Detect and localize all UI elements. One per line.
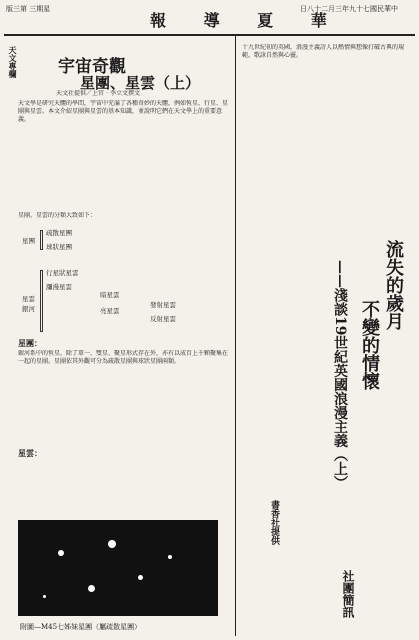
section-nebula: 星雲： <box>18 448 42 458</box>
taxon-diffuse-nebula: 瀰漫星雲 <box>46 283 72 291</box>
column-divider <box>235 36 236 636</box>
section-star-clusters: 星團： <box>18 338 42 348</box>
header-rule <box>4 34 415 36</box>
photo-caption: 附圖—M45七姊妹星團（屬疏散星團） <box>20 623 142 631</box>
taxon-bracket <box>40 230 43 250</box>
taxon-emission: 發射星雲 <box>150 301 176 309</box>
taxon-star-clusters: 星團 <box>22 237 35 245</box>
article2-source: 書香社提供 <box>269 500 279 545</box>
taxon-bracket-2 <box>40 270 43 332</box>
header-right-meta: 日八十二月三年九十七國民華中 <box>300 5 398 13</box>
taxon-reflection: 反射星雲 <box>150 315 176 323</box>
taxon-dark-nebula: 暗星雲 <box>100 291 120 299</box>
taxonomy-label: 星團、星雲的分類大致如下： <box>18 212 97 219</box>
header-left-meta: 版三第 三期星 <box>6 5 51 13</box>
article2-subtitle: ——淺談19世紀英國浪漫主義（上） <box>332 260 348 490</box>
taxon-nebula: 星雲 <box>22 295 35 303</box>
m45-star-cluster-photo <box>18 520 218 616</box>
article2-title-b: 不變的情懷 <box>359 300 380 390</box>
body-text: 銀河系中的恆星，除了單一、雙星、聚星形式存在外，亦有以成百上千顆聚集在一起的星團。星團依其外觀可分為疏散星團與球狀星團兩類。 <box>18 350 228 365</box>
taxon-planetary-nebula: 行星狀星雲 <box>46 269 79 277</box>
column-tag: 天文專欄 <box>8 46 18 78</box>
article2-title-a: 流失的歲月 <box>383 240 404 330</box>
club-news-title: 社團簡訊 <box>341 570 355 618</box>
byline: 天文社提供／上官‧李立文撰文 <box>56 90 141 97</box>
taxon-open-cluster: 疏散星團 <box>46 229 72 237</box>
intro-text: 天文學是研究天體的學問，宇宙中充滿了各種奇妙的天體，例如恆星、行星、星團與星雲。本文介紹星團與星雲的基本知識，並說明它們在天文學上的重要意義。 <box>18 100 228 123</box>
masthead: 報 導 夏 華 <box>150 11 343 30</box>
taxon-bright-nebula: 亮星雲 <box>100 307 120 315</box>
taxon-galactic: 銀河 <box>22 305 35 313</box>
taxon-globular-cluster: 球狀星團 <box>46 243 72 251</box>
article2-body: 十九世紀初的英國，浪漫主義詩人以熱情與想像打破古典的規範，歌詠自然與心靈。 <box>242 44 405 59</box>
article-title: 宇宙奇觀 <box>58 57 126 77</box>
article-subtitle: 星團、星雲（上） <box>80 74 201 92</box>
